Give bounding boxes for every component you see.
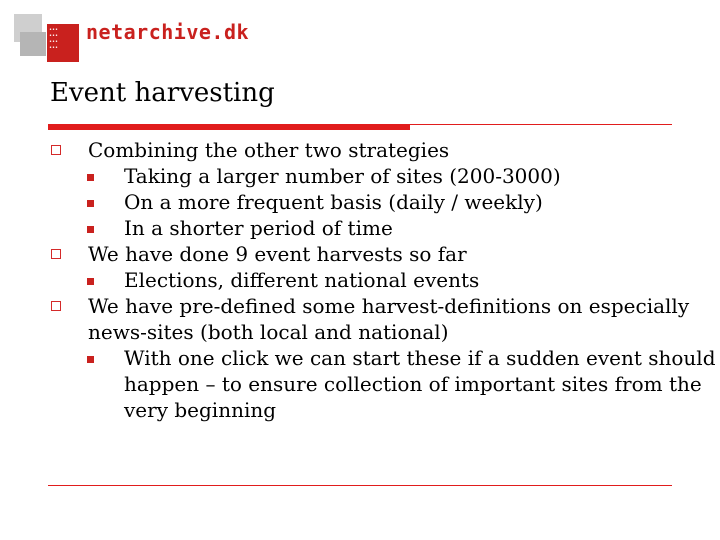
filled-square-bullet-icon (87, 278, 94, 285)
logo-grey-square-2 (20, 32, 46, 56)
bullet-level2 (0, 267, 720, 293)
bullet-text: We have pre-defined some harvest-definitions on especially news-sites (both local and national) (88, 294, 690, 344)
sub-bullet-text: Taking a larger number of sites (200-3000) (124, 164, 561, 188)
filled-square-bullet-icon (87, 356, 94, 363)
logo-red-square: ••• ••• ••• ••• (47, 24, 79, 62)
hollow-square-bullet-icon (51, 301, 61, 311)
bullet-level2 (0, 189, 720, 215)
footer-rule (48, 485, 672, 486)
filled-square-bullet-icon (87, 226, 94, 233)
bullet-text: Combining the other two strategies (88, 138, 450, 162)
bullet-text: We have done 9 event harvests so far (88, 242, 467, 266)
bullet-level2 (0, 345, 720, 423)
hollow-square-bullet-icon (51, 249, 61, 259)
brand-name[interactable]: netarchive.dk (86, 20, 250, 44)
netarchive-logo (14, 14, 78, 56)
sub-bullet-text: In a shorter period of time (124, 216, 393, 240)
sub-bullet-text: Elections, different national events (124, 268, 480, 292)
sub-bullet-text: With one click we can start these if a sudden event should happen – to ensure collection of important sites from the very beginning (124, 346, 716, 422)
bullet-level1 (0, 241, 720, 267)
bullet-level1 (0, 293, 720, 345)
bullet-list (0, 137, 720, 423)
bullet-level2 (0, 163, 720, 189)
bullet-level2 (0, 215, 720, 241)
title-rule-thin (410, 124, 672, 125)
sub-bullet-text: On a more frequent basis (daily / weekly) (124, 190, 543, 214)
bullet-level1 (0, 137, 720, 163)
title-rule-thick (48, 124, 410, 130)
hollow-square-bullet-icon (51, 145, 61, 155)
filled-square-bullet-icon (87, 174, 94, 181)
filled-square-bullet-icon (87, 200, 94, 207)
slide-title: Event harvesting (50, 78, 275, 108)
